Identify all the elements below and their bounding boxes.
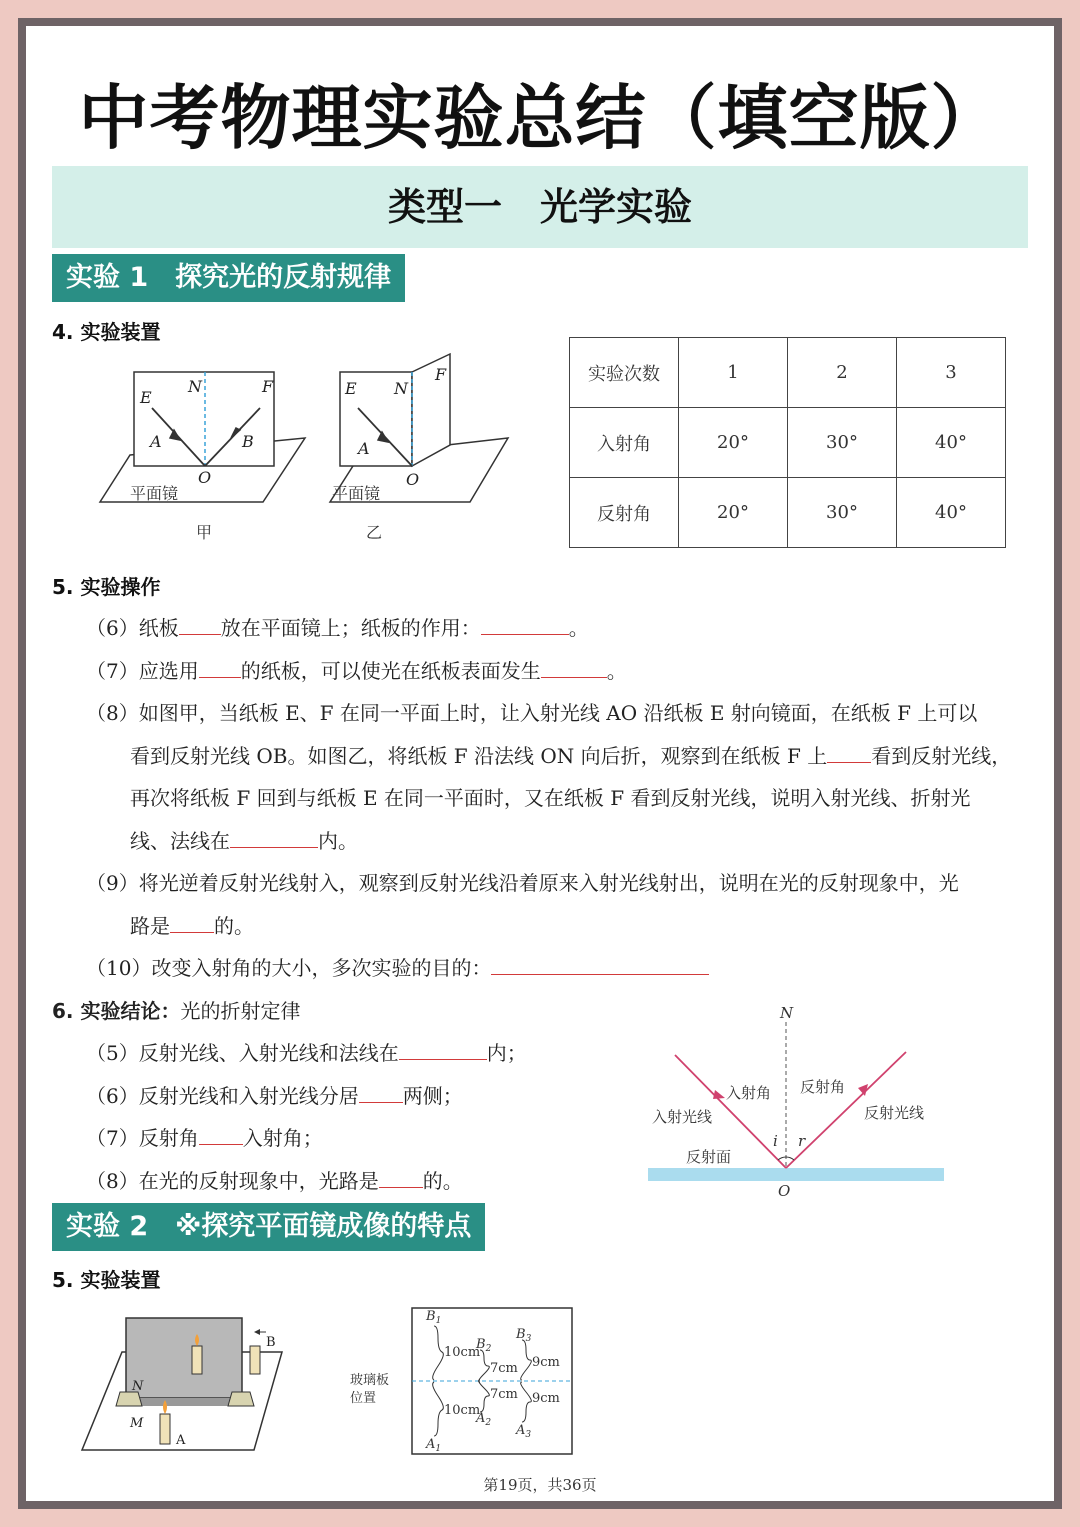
op-line-8b: 看到反射光线 OB。如图乙，将纸板 F 沿法线 ON 向后折，观察到在纸板 F 上 看到反射光线， — [130, 744, 1012, 768]
section-6-heading: 6. 实验结论：光的折射定律 — [52, 999, 301, 1023]
label-A-jia: A — [150, 432, 162, 451]
fill-blank[interactable] — [491, 956, 709, 975]
reflecting-surface — [648, 1168, 944, 1181]
label-E-yi: E — [345, 379, 357, 398]
label-F-jia: F — [262, 377, 274, 396]
fill-blank[interactable] — [399, 1041, 487, 1060]
concl-line-6: （6）反射光线和入射光线分居 两侧； — [86, 1084, 463, 1108]
label-O-jia: O — [198, 468, 212, 487]
label-E-jia: E — [140, 388, 152, 407]
candle-image — [192, 1346, 202, 1374]
reflection-law-figure — [640, 1000, 960, 1200]
table-cell: 20° — [679, 408, 788, 478]
fill-blank[interactable] — [230, 829, 318, 848]
fig2-surface: 反射面 — [686, 1148, 732, 1166]
table-cell: 30° — [788, 478, 897, 548]
label-N-yi: N — [394, 379, 408, 398]
fig2-i: i — [773, 1132, 778, 1150]
fig3-N: N — [132, 1379, 144, 1394]
dist-10cm-top: 10cm — [444, 1345, 481, 1360]
table-cell: 实验次数 — [570, 338, 679, 408]
table-cell: 3 — [897, 338, 1006, 408]
fill-blank[interactable] — [170, 914, 214, 933]
fill-blank[interactable] — [199, 659, 241, 678]
section-5-heading-exp2: 5. 实验装置 — [52, 1268, 161, 1292]
image-distance-figure — [346, 1304, 578, 1456]
label-B-jia: B — [242, 432, 254, 451]
page-footer: 第19页，共36页 — [483, 1476, 597, 1494]
label-A3: $A_3$ — [516, 1423, 532, 1440]
op-line-9b: 路是 的。 — [130, 914, 254, 938]
reflection-apparatus-figure — [90, 350, 530, 550]
angle-table — [569, 337, 1006, 548]
table-row — [570, 408, 1006, 478]
label-O-yi: O — [406, 470, 420, 489]
fig2-reflect-angle: 反射角 — [800, 1078, 846, 1096]
dist-9cm-bottom: 9cm — [532, 1391, 560, 1406]
experiment-1-header: 实验 1 探究光的反射规律 — [52, 254, 405, 302]
glass-plate — [126, 1318, 242, 1398]
label-N-jia: N — [188, 377, 202, 396]
fig3-M: M — [130, 1416, 144, 1431]
fig2-reflected-ray: 反射光线 — [864, 1104, 925, 1122]
table-cell: 30° — [788, 408, 897, 478]
label-A-yi: A — [358, 439, 370, 458]
page-title: 中考物理实验总结（填空版） — [78, 77, 1002, 159]
table-cell: 入射角 — [570, 408, 679, 478]
fill-blank[interactable] — [827, 744, 871, 763]
mirror-label-yi: 平面镜 — [332, 484, 381, 503]
fill-blank[interactable] — [481, 616, 569, 635]
label-B2: $B_2$ — [476, 1337, 492, 1354]
dist-7cm-bottom: 7cm — [490, 1387, 518, 1402]
op-line-6: （6）纸板 放在平面镜上；纸板的作用： 。 — [86, 616, 589, 640]
op-line-8c: 再次将纸板 F 回到与纸板 E 在同一平面时，又在纸板 F 看到反射光线，说明入射光线、折射光 — [130, 786, 971, 810]
fig2-incident-ray: 入射光线 — [652, 1108, 713, 1126]
candle-A — [160, 1414, 170, 1444]
table-cell: 40° — [897, 408, 1006, 478]
fill-blank[interactable] — [199, 1126, 243, 1145]
category-band: 类型一 光学实验 — [52, 166, 1028, 248]
table-row — [570, 478, 1006, 548]
fig2-r: r — [798, 1132, 806, 1150]
label-B1: $B_1$ — [426, 1309, 442, 1326]
glass-label: 玻璃板 — [350, 1373, 390, 1388]
candle-B — [250, 1346, 260, 1374]
concl-line-5: （5）反射光线、入射光线和法线在 内； — [86, 1041, 527, 1065]
fill-blank[interactable] — [541, 659, 607, 678]
fill-blank[interactable] — [359, 1084, 403, 1103]
fig2-O: O — [778, 1182, 791, 1200]
label-A2: $A_2$ — [476, 1411, 492, 1428]
table-cell: 反射角 — [570, 478, 679, 548]
dist-9cm-top: 9cm — [532, 1355, 560, 1370]
table-cell: 1 — [679, 338, 788, 408]
op-line-10: （10）改变入射角的大小，多次实验的目的： — [86, 952, 709, 981]
section-5-heading: 5. 实验操作 — [52, 575, 161, 599]
fig3-A: A — [176, 1433, 186, 1448]
dist-10cm-bottom: 10cm — [444, 1403, 481, 1418]
fig2-incident-angle: 入射角 — [726, 1084, 772, 1102]
op-line-8a: （8）如图甲，当纸板 E、F 在同一平面上时，让入射光线 AO 沿纸板 E 射向镜面，在纸板 F 上可以 — [86, 701, 978, 725]
fig2-N: N — [780, 1004, 794, 1022]
caption-yi: 乙 — [366, 523, 383, 542]
table-cell: 40° — [897, 478, 1006, 548]
fill-blank[interactable] — [179, 616, 221, 635]
op-line-9a: （9）将光逆着反射光线射入，观察到反射光线沿着原来入射光线射出，说明在光的反射现象中，光 — [86, 871, 959, 895]
concl-line-7: （7）反射角 入射角； — [86, 1126, 323, 1150]
op-line-7: （7）应选用 的纸板，可以使光在纸板表面发生 。 — [86, 659, 627, 683]
label-B3: $B_3$ — [516, 1327, 532, 1344]
experiment-2-header: 实验 2 ※探究平面镜成像的特点 — [52, 1203, 485, 1251]
op-line-8d: 线、法线在 内。 — [130, 829, 358, 853]
fig3-B: B — [266, 1335, 276, 1350]
table-row — [570, 338, 1006, 408]
caption-jia: 甲 — [196, 523, 213, 542]
fill-blank[interactable] — [379, 1169, 423, 1188]
label-F-yi: F — [435, 365, 447, 384]
concl-line-8: （8）在光的反射现象中，光路是 的。 — [86, 1169, 463, 1193]
dist-7cm-top: 7cm — [490, 1361, 518, 1376]
plane-mirror-apparatus-figure — [76, 1310, 296, 1460]
position-label: 位置 — [350, 1391, 377, 1406]
table-cell: 20° — [679, 478, 788, 548]
table-cell: 2 — [788, 338, 897, 408]
section-4-heading: 4. 实验装置 — [52, 320, 161, 344]
mirror-label-jia: 平面镜 — [130, 484, 179, 503]
label-A1: $A_1$ — [426, 1437, 442, 1454]
